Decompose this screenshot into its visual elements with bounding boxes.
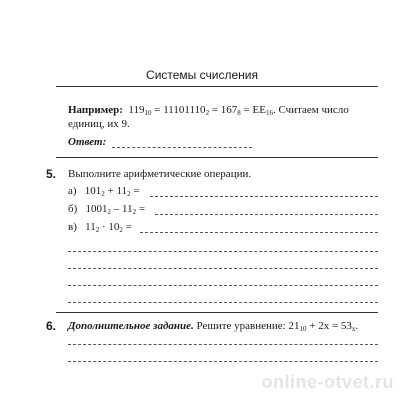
task5-extra-line-1[interactable] xyxy=(68,251,378,252)
answer-line[interactable] xyxy=(112,147,252,148)
example-eq3: = xyxy=(240,104,253,116)
task6-number: 6. xyxy=(46,319,57,333)
task6-answer-line-2[interactable] xyxy=(68,361,378,362)
task5a-xs: 2 xyxy=(101,190,105,198)
task6-b: 53 xyxy=(340,320,352,332)
task6-bs: x xyxy=(351,325,356,333)
task6-mid: + 2x = xyxy=(306,320,341,332)
task6-answer-line-1[interactable] xyxy=(68,344,378,345)
task6-text xyxy=(68,320,358,333)
task5a-answer-line[interactable] xyxy=(150,196,378,197)
example-line-1 xyxy=(68,104,349,117)
example-eq1: = xyxy=(151,104,164,116)
task5c-xs: 2 xyxy=(95,226,100,234)
task5-extra-line-2[interactable] xyxy=(68,268,378,269)
task5b-answer-line[interactable] xyxy=(155,214,378,215)
task5b-eq: = xyxy=(136,203,146,215)
example-label: Например: xyxy=(68,104,123,116)
task5-extra-line-4[interactable] xyxy=(68,302,378,303)
answer-label: Ответ: xyxy=(68,136,107,148)
example-n3: 167 xyxy=(220,104,238,116)
task5b-ys: 2 xyxy=(132,208,137,216)
task6-end: . xyxy=(355,320,359,332)
task5b xyxy=(68,203,145,216)
task5a-op: + xyxy=(104,185,117,197)
task5a-ys: 2 xyxy=(127,190,131,198)
task5-text: Выполните арифметические операции. xyxy=(68,168,252,180)
watermark: online-otvet.ru xyxy=(261,372,394,392)
task5-rule xyxy=(56,312,378,313)
task5-extra-line-3[interactable] xyxy=(68,285,378,286)
example-line-2: единиц, их 9. xyxy=(68,118,130,130)
task5a-x: 101 xyxy=(84,185,102,197)
example-rest: . Считаем число xyxy=(272,104,349,116)
example-n1: 119 xyxy=(128,104,145,116)
task5c-answer-line[interactable] xyxy=(140,232,378,233)
page-title: Системы счисления xyxy=(146,68,258,82)
task5c-ys: 2 xyxy=(119,226,123,234)
task5c-y: 10 xyxy=(108,221,120,233)
example-s2: 2 xyxy=(205,109,210,117)
task5b-op: – xyxy=(111,203,123,215)
task5b-y: 11 xyxy=(122,203,133,215)
task5a-label: а) xyxy=(68,185,77,197)
task5-number: 5. xyxy=(46,167,57,181)
example-s3: 8 xyxy=(237,109,241,117)
header-rule xyxy=(56,86,378,87)
task5a-y: 11 xyxy=(116,185,128,197)
task5b-x: 1001 xyxy=(85,203,108,215)
task6-as: 10 xyxy=(299,325,307,333)
task5c-op: · xyxy=(99,221,109,233)
example-eq2: = xyxy=(209,104,221,116)
task5c-eq: = xyxy=(122,221,132,233)
example-s1: 10 xyxy=(144,109,152,117)
task5a xyxy=(68,185,140,198)
example-n4: EE xyxy=(252,104,266,116)
task5a-eq: = xyxy=(130,185,140,197)
example-s4: 16 xyxy=(265,109,273,117)
task5c xyxy=(68,221,132,234)
task5b-xs: 2 xyxy=(107,208,112,216)
task5c-label: в) xyxy=(68,221,77,233)
example-n2: 11101110 xyxy=(163,104,206,116)
task6-body: Решите уравнение: xyxy=(193,320,289,332)
task5c-x: 11 xyxy=(85,221,96,233)
example-rule xyxy=(56,157,378,158)
task5b-label: б) xyxy=(68,203,78,215)
task6-a: 21 xyxy=(288,320,300,332)
task6-italic: Дополнительное задание. xyxy=(68,320,194,332)
